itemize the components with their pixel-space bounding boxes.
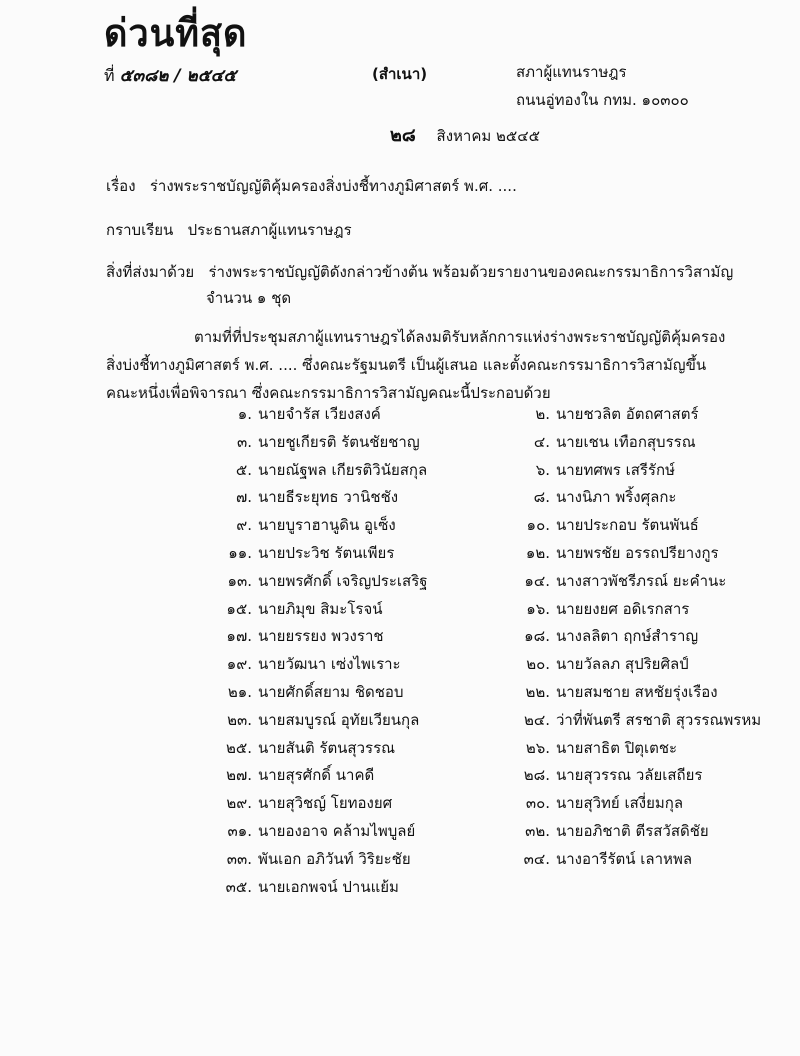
committee-member	[526, 654, 689, 674]
committee-member	[228, 543, 394, 563]
committee-member	[236, 487, 398, 507]
member-name: นายวัลลภ สุปริยศิลป์	[556, 655, 689, 674]
member-number: ๔.	[533, 432, 550, 451]
committee-member	[236, 460, 427, 480]
member-number: ๑๑.	[228, 544, 252, 562]
member-name: นายจำรัส เวียงสงค์	[258, 405, 381, 423]
member-name: นายชวลิต อัตถศาสตร์	[556, 405, 699, 423]
body-line: คณะหนึ่งเพื่อพิจารณา ซึ่งคณะกรรมาธิการวิสามัญคณะนี้ประกอบด้วย	[106, 384, 551, 402]
committee-member	[227, 571, 427, 591]
committee-member	[227, 710, 419, 730]
committee-member	[227, 821, 415, 841]
committee-member	[227, 654, 401, 674]
member-number: ๓๕.	[225, 877, 252, 896]
reference-number	[104, 62, 236, 89]
body-line: สิ่งบ่งชี้ทางภูมิศาสตร์ พ.ศ. .... ซึ่งคณะรัฐมนตรี เป็นผู้เสนอ และตั้งคณะกรรมาธิการวิสามัญขึ้น	[106, 356, 707, 374]
subject-text: ร่างพระราชบัญญัติคุ้มครองสิ่งบ่งชี้ทางภูมิศาสตร์ พ.ศ. ....	[149, 177, 517, 195]
member-name: นางลลิตา ฤกษ์สำราญ	[556, 627, 699, 646]
member-name: นายอภิชาติ ตีรสวัสดิชัย	[556, 822, 709, 840]
committee-member	[524, 710, 761, 730]
member-number: ๒๒.	[525, 683, 550, 701]
member-number: ๑๒.	[525, 544, 550, 562]
member-name: นายภิมุข สิมะโรจน์	[258, 599, 383, 618]
member-number: ๒๓.	[227, 710, 252, 729]
organization-address: ถนนอู่ทองใน กทม. ๑๐๓๐๐	[516, 91, 689, 109]
reference-prefix: ที่	[104, 66, 115, 85]
member-number: ๓๒.	[525, 822, 550, 840]
committee-member	[226, 877, 399, 897]
member-name: นายณัฐพล เกียรติวินัยสกุล	[258, 460, 428, 479]
enclosure-label: สิ่งที่ส่งมาด้วย	[106, 263, 195, 281]
member-name: นายสุวรรณ วลัยเสถียร	[556, 766, 703, 785]
member-name: นายพรศักดิ์ เจริญประเสริฐ	[258, 571, 428, 590]
committee-member	[226, 738, 395, 758]
member-name: พันเอก อภิวันท์ วิริยะชัย	[258, 849, 411, 868]
member-number: ๒.	[535, 405, 550, 423]
member-number: ๒๔.	[523, 710, 550, 729]
committee-member	[227, 849, 411, 869]
committee-member	[526, 738, 677, 758]
member-name: นายศักดิ์สยาม ชิดชอบ	[258, 683, 404, 701]
member-number: ๑.	[237, 405, 252, 423]
member-number: ๑๗.	[226, 627, 252, 646]
committee-member	[526, 543, 719, 563]
committee-member	[238, 404, 381, 424]
member-number: ๓๑.	[227, 822, 252, 840]
member-name: นายยรรยง พวงราช	[258, 627, 384, 646]
member-number: ๓.	[236, 432, 252, 451]
member-number: ๓๔.	[523, 849, 550, 868]
enclosure-text: ร่างพระราชบัญญัติดังกล่าวข้างต้น พร้อมด้วยรายงานของคณะกรรมาธิการวิสามัญ	[208, 263, 734, 281]
member-number: ๒๙.	[226, 794, 252, 813]
organization-name: สภาผู้แทนราษฎร	[516, 63, 627, 81]
body-paragraph	[106, 324, 726, 408]
member-number: ๒๐.	[526, 655, 550, 674]
committee-member	[226, 599, 382, 619]
salutation-text: ประธานสภาผู้แทนราษฎร	[187, 221, 352, 239]
member-number: ๙.	[236, 516, 252, 535]
member-name: นายสุวิทย์ เสงี่ยมกุล	[556, 794, 684, 813]
member-name: นายบูราฮานูดิน อูเซ็ง	[258, 516, 396, 535]
committee-member	[526, 599, 689, 619]
member-name: นายประวิช รัตนเพียร	[258, 544, 395, 562]
member-name: ว่าที่พันตรี สรชาติ สุวรรณพรหม	[556, 710, 762, 729]
member-name: นายเชน เทือกสุบรรณ	[556, 432, 696, 451]
subject-label: เรื่อง	[106, 177, 136, 195]
letter-date	[390, 126, 540, 146]
member-number: ๒๘.	[523, 766, 550, 785]
committee-member	[226, 765, 374, 785]
member-name: นายองอาจ คล้ามไพบูลย์	[258, 822, 416, 840]
member-number: ๕.	[235, 460, 252, 479]
member-number: ๖.	[535, 460, 550, 479]
member-name: นางนิภา พริ้งศุลกะ	[556, 488, 677, 507]
committee-member	[524, 571, 726, 591]
committee-member	[527, 515, 699, 535]
committee-member	[226, 793, 392, 813]
subject-line	[106, 176, 517, 196]
salutation-line	[106, 220, 352, 240]
committee-member	[535, 404, 698, 424]
member-name: นายสุรศักดิ์ นาคดี	[258, 766, 375, 785]
enclosure-quantity: จำนวน ๑ ชุด	[206, 289, 292, 307]
member-number: ๒๑.	[227, 683, 252, 701]
date-day: ๒๘	[390, 125, 416, 146]
member-number: ๓๐.	[525, 794, 550, 813]
committee-member	[534, 432, 696, 452]
committee-member	[536, 460, 675, 480]
body-line: ตามที่ที่ประชุมสภาผู้แทนราษฎรได้ลงมติรับหลักการแห่งร่างพระราชบัญญัติคุ้มครอง	[194, 328, 726, 346]
committee-member	[236, 515, 395, 535]
member-number: ๗.	[235, 488, 252, 507]
committee-member	[228, 682, 404, 702]
member-number: ๑๙.	[226, 655, 252, 674]
member-number: ๒๖.	[525, 738, 550, 757]
member-number: ๑๘.	[524, 627, 550, 646]
member-name: นายยงยศ อดิเรกสาร	[556, 599, 690, 618]
member-name: นายประกอบ รัตนพันธ์	[556, 516, 699, 535]
committee-member	[524, 849, 692, 869]
member-name: นายพรชัย อรรถปรียางกูร	[556, 544, 719, 562]
member-name: นายเอกพจน์ ปานแย้ม	[258, 877, 399, 896]
member-name: นางอารีรัตน์ เลาหพล	[556, 849, 693, 868]
copy-mark: (สำเนา)	[372, 65, 428, 83]
member-number: ๓๓.	[226, 849, 252, 868]
enclosure-line	[106, 262, 733, 282]
member-name: นายสุวิชญ์ โยทองยศ	[258, 794, 393, 813]
committee-member	[526, 793, 683, 813]
member-name: นายวัฒนา เซ่งไพเราะ	[258, 655, 401, 674]
committee-member	[524, 626, 698, 646]
member-number: ๑๕.	[226, 599, 252, 618]
member-number: ๑๓.	[227, 571, 252, 590]
committee-member	[237, 432, 420, 452]
member-name: นายสาธิต ปิตุเตชะ	[556, 738, 678, 757]
member-name: นายธีระยุทธ วานิชชัง	[258, 488, 399, 507]
member-number: ๑๔.	[524, 571, 550, 590]
urgency-heading: ด่วนที่สุด	[104, 11, 248, 55]
member-name: นายชูเกียรติ รัตนชัยชาญ	[258, 432, 420, 451]
member-number: ๒๗.	[226, 766, 252, 785]
reference-value: ๕๓๘๒ / ๒๕๔๕	[119, 66, 237, 86]
member-name: นายสันติ รัตนสุวรรณ	[258, 738, 396, 757]
member-number: ๑๖.	[526, 599, 550, 618]
committee-member	[525, 682, 717, 702]
salutation-label: กราบเรียน	[106, 221, 174, 239]
date-month-year: สิงหาคม ๒๕๔๕	[436, 127, 540, 145]
member-name: นายสมบูรณ์ อุทัยเวียนกุล	[258, 710, 420, 729]
committee-member	[525, 821, 709, 841]
member-name: นางสาวพัชรีภรณ์ ยะคำนะ	[556, 571, 727, 590]
member-number: ๑๐.	[526, 516, 550, 535]
member-number: ๘.	[533, 488, 550, 507]
member-name: นายสมชาย สหชัยรุ่งเรือง	[556, 683, 718, 701]
member-name: นายทศพร เสรีรักษ์	[556, 460, 675, 479]
committee-member	[534, 487, 677, 507]
committee-member	[226, 626, 383, 646]
committee-member	[524, 765, 703, 785]
member-number: ๒๕.	[225, 738, 252, 757]
